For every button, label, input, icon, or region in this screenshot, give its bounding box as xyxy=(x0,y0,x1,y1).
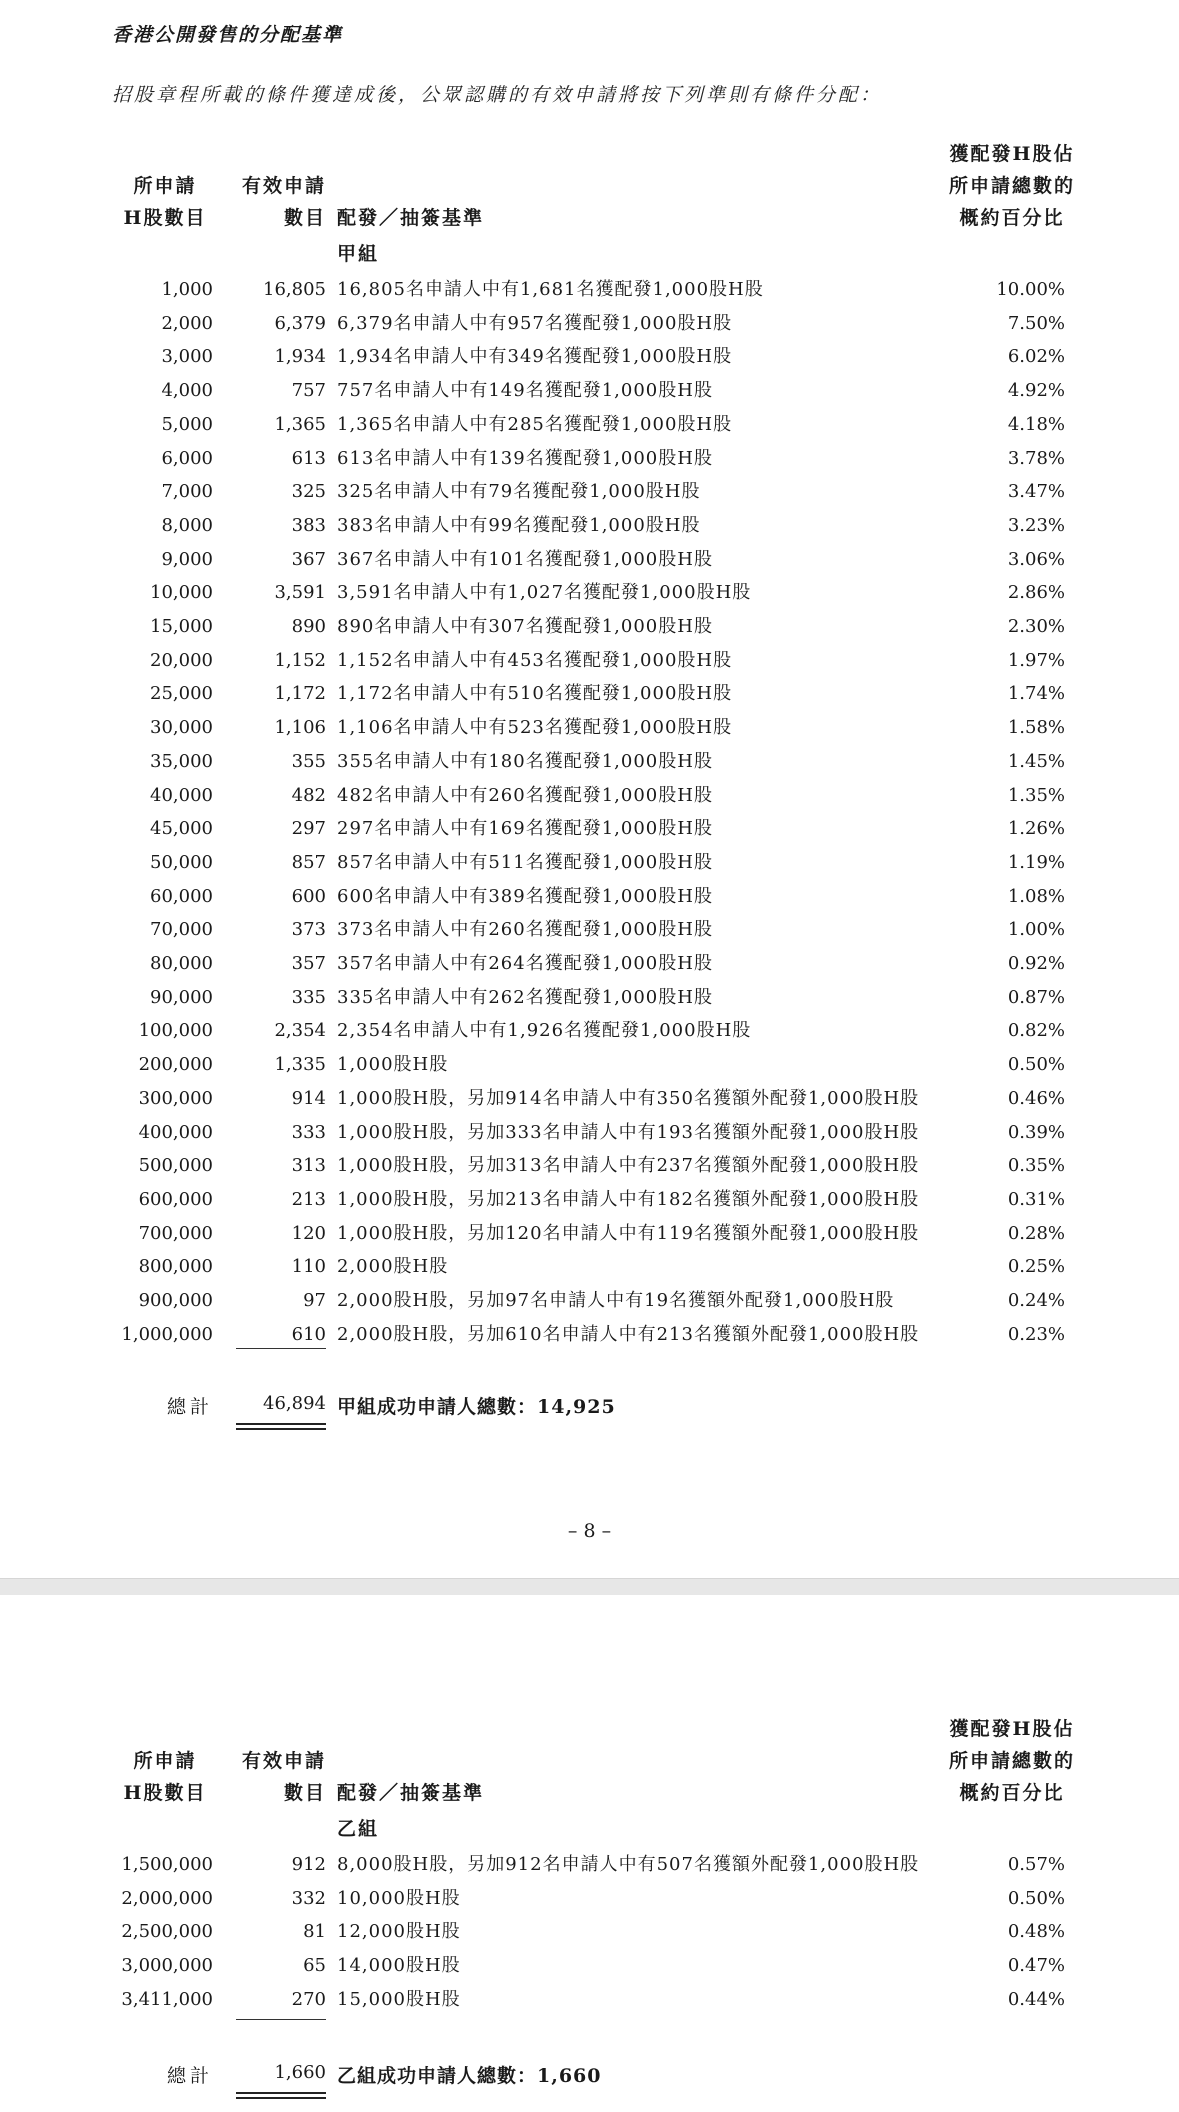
basis-cell: 3,591名申請人中有1,027名獲配發1,000股H股 xyxy=(337,582,752,604)
header-applications-line2: 數目 xyxy=(283,1782,326,1804)
header-shares-line2: H股數目 xyxy=(123,207,207,229)
basis-cell: 1,000股H股，另加333名申請人中有193名獲額外配發1,000股H股 xyxy=(337,1121,920,1143)
applications-cell: 1,152 xyxy=(274,649,326,671)
table-row xyxy=(0,543,1179,577)
basis-cell: 2,000股H股 xyxy=(337,1256,449,1278)
table-row xyxy=(0,576,1179,610)
applications-cell: 270 xyxy=(291,1988,326,2010)
percent-cell: 0.44% xyxy=(1007,1988,1065,2010)
shares-cell: 9,000 xyxy=(161,548,213,570)
table-row xyxy=(0,1318,1179,1352)
percent-cell: 0.50% xyxy=(1007,1054,1065,1076)
shares-cell: 25,000 xyxy=(150,683,213,705)
applications-cell: 757 xyxy=(291,380,326,402)
table-row xyxy=(0,779,1179,813)
shares-cell: 900,000 xyxy=(138,1290,213,1311)
applications-cell: 333 xyxy=(291,1121,326,1143)
subtotal-rule xyxy=(236,1348,326,1349)
applications-cell: 213 xyxy=(291,1188,326,1210)
applications-cell: 912 xyxy=(291,1854,326,1875)
shares-cell: 100,000 xyxy=(138,1020,213,1042)
basis-cell: 613名申請人中有139名獲配發1,000股H股 xyxy=(337,447,713,469)
applications-cell: 2,354 xyxy=(274,1020,326,1042)
basis-cell: 8,000股H股，另加912名申請人中有507名獲額外配發1,000股H股 xyxy=(337,1854,920,1875)
basis-cell: 1,106名申請人中有523名獲配發1,000股H股 xyxy=(337,717,733,739)
header-percent-line2: 所申請總數的 xyxy=(948,1750,1075,1772)
page-number: – 8 – xyxy=(567,1520,612,1542)
shares-cell: 600,000 xyxy=(138,1188,213,1210)
shares-cell: 700,000 xyxy=(138,1222,213,1244)
table-row xyxy=(0,307,1179,341)
percent-cell: 1.26% xyxy=(1007,818,1065,840)
shares-cell: 35,000 xyxy=(150,750,213,772)
basis-cell: 383名申請人中有99名獲配發1,000股H股 xyxy=(337,514,701,536)
percent-cell: 10.00% xyxy=(996,279,1065,300)
applications-cell: 1,934 xyxy=(274,346,326,368)
percent-cell: 3.78% xyxy=(1007,447,1065,469)
table-row xyxy=(0,1284,1179,1318)
percent-cell: 1.97% xyxy=(1007,649,1065,671)
shares-cell: 20,000 xyxy=(150,649,213,671)
total-double-rule xyxy=(236,2092,326,2099)
percent-cell: 4.92% xyxy=(1007,380,1065,402)
percent-cell: 0.48% xyxy=(1007,1921,1065,1943)
applications-cell: 482 xyxy=(291,784,326,806)
shares-cell: 40,000 xyxy=(150,784,213,806)
basis-cell: 16,805名申請人中有1,681名獲配發1,000股H股 xyxy=(337,279,764,300)
applications-cell: 110 xyxy=(291,1256,326,1278)
shares-cell: 3,411,000 xyxy=(121,1988,213,2010)
shares-cell: 60,000 xyxy=(150,885,213,907)
percent-cell: 2.86% xyxy=(1007,582,1065,604)
percent-cell: 0.92% xyxy=(1007,953,1065,974)
applications-cell: 16,805 xyxy=(263,279,326,300)
total-double-rule xyxy=(236,1423,326,1430)
percent-cell: 0.46% xyxy=(1007,1087,1065,1109)
shares-cell: 3,000,000 xyxy=(121,1955,213,1977)
table-row xyxy=(0,509,1179,543)
applications-cell: 81 xyxy=(303,1921,326,1943)
header-percent-line3: 概約百分比 xyxy=(959,1782,1065,1804)
percent-cell: 0.31% xyxy=(1007,1188,1065,1210)
basis-cell: 367名申請人中有101名獲配發1,000股H股 xyxy=(337,548,713,570)
table-row xyxy=(0,1014,1179,1048)
shares-cell: 45,000 xyxy=(150,818,213,840)
table-row xyxy=(0,745,1179,779)
header-percent-line2: 所申請總數的 xyxy=(948,175,1075,197)
percent-cell: 0.47% xyxy=(1007,1955,1065,1977)
basis-cell: 2,354名申請人中有1,926名獲配發1,000股H股 xyxy=(337,1020,752,1042)
applications-cell: 357 xyxy=(291,953,326,974)
table-row xyxy=(0,374,1179,408)
table-row xyxy=(0,913,1179,947)
header-percent-line3: 概約百分比 xyxy=(959,207,1065,229)
percent-cell: 0.24% xyxy=(1007,1290,1065,1311)
percent-cell: 3.06% xyxy=(1007,548,1065,570)
header-applications-line2: 數目 xyxy=(283,207,326,229)
shares-cell: 1,000,000 xyxy=(121,1323,213,1345)
header-shares-line2: H股數目 xyxy=(123,1782,207,1804)
table-row xyxy=(0,1250,1179,1284)
table-row xyxy=(0,1048,1179,1082)
basis-cell: 14,000股H股 xyxy=(337,1955,461,1977)
basis-cell: 1,365名申請人中有285名獲配發1,000股H股 xyxy=(337,413,733,435)
table-row xyxy=(0,711,1179,745)
table-row xyxy=(0,880,1179,914)
shares-cell: 90,000 xyxy=(150,986,213,1008)
basis-cell: 600名申請人中有389名獲配發1,000股H股 xyxy=(337,885,713,907)
percent-cell: 7.50% xyxy=(1007,312,1065,334)
shares-cell: 3,000 xyxy=(161,346,213,368)
table-row xyxy=(0,475,1179,509)
table-row xyxy=(0,408,1179,442)
shares-cell: 300,000 xyxy=(138,1087,213,1109)
percent-cell: 6.02% xyxy=(1007,346,1065,368)
table-row xyxy=(0,340,1179,374)
header-basis: 配發／抽簽基準 xyxy=(337,207,485,229)
header-percent-line1: 獲配發H股佔 xyxy=(949,143,1075,165)
basis-cell: 297名申請人中有169名獲配發1,000股H股 xyxy=(337,818,713,840)
total-label: 總計 xyxy=(166,2065,213,2087)
table-row xyxy=(0,1149,1179,1183)
shares-cell: 15,000 xyxy=(150,616,213,637)
percent-cell: 3.23% xyxy=(1007,514,1065,536)
shares-cell: 10,000 xyxy=(150,582,213,604)
percent-cell: 0.57% xyxy=(1007,1854,1065,1875)
table-row xyxy=(0,442,1179,476)
basis-cell: 10,000股H股 xyxy=(337,1887,461,1909)
applications-cell: 914 xyxy=(291,1087,326,1109)
shares-cell: 400,000 xyxy=(138,1121,213,1143)
percent-cell: 1.45% xyxy=(1007,750,1065,772)
shares-cell: 6,000 xyxy=(161,447,213,469)
percent-cell: 2.30% xyxy=(1007,616,1065,637)
shares-cell: 80,000 xyxy=(150,953,213,974)
basis-cell: 482名申請人中有260名獲配發1,000股H股 xyxy=(337,784,713,806)
basis-cell: 2,000股H股，另加97名申請人中有19名獲額外配發1,000股H股 xyxy=(337,1290,895,1311)
table-row xyxy=(0,677,1179,711)
percent-cell: 0.87% xyxy=(1007,986,1065,1008)
shares-cell: 50,000 xyxy=(150,851,213,873)
intro-paragraph: 招股章程所載的條件獲達成後，公眾認購的有效申請將按下列準則有條件分配： xyxy=(112,84,883,106)
percent-cell: 1.08% xyxy=(1007,885,1065,907)
total-label: 總計 xyxy=(166,1396,213,1418)
table-row xyxy=(0,1983,1179,2017)
basis-cell: 335名申請人中有262名獲配發1,000股H股 xyxy=(337,986,713,1008)
percent-cell: 0.82% xyxy=(1007,1020,1065,1042)
percent-cell: 0.35% xyxy=(1007,1155,1065,1177)
applications-cell: 1,172 xyxy=(274,683,326,705)
group-label-a: 甲組 xyxy=(337,243,380,265)
table-row xyxy=(0,1082,1179,1116)
applications-cell: 373 xyxy=(291,919,326,941)
applications-cell: 335 xyxy=(291,986,326,1008)
table-row xyxy=(0,1949,1179,1983)
shares-cell: 800,000 xyxy=(138,1256,213,1278)
basis-cell: 2,000股H股，另加610名申請人中有213名獲額外配發1,000股H股 xyxy=(337,1323,920,1345)
percent-cell: 1.58% xyxy=(1007,717,1065,739)
applications-cell: 890 xyxy=(291,616,326,637)
table-row xyxy=(0,812,1179,846)
shares-cell: 4,000 xyxy=(161,380,213,402)
applications-cell: 3,591 xyxy=(274,582,326,604)
table-row xyxy=(0,644,1179,678)
shares-cell: 30,000 xyxy=(150,717,213,739)
table-row xyxy=(0,1217,1179,1251)
basis-cell: 1,000股H股，另加213名申請人中有182名獲額外配發1,000股H股 xyxy=(337,1188,920,1210)
basis-cell: 357名申請人中有264名獲配發1,000股H股 xyxy=(337,953,713,974)
applications-cell: 367 xyxy=(291,548,326,570)
table-row xyxy=(0,1848,1179,1882)
basis-cell: 325名申請人中有79名獲配發1,000股H股 xyxy=(337,481,701,503)
table-row xyxy=(0,610,1179,644)
table-row xyxy=(0,1882,1179,1916)
percent-cell: 1.19% xyxy=(1007,851,1065,873)
group-label-b: 乙組 xyxy=(337,1818,380,1840)
basis-cell: 1,934名申請人中有349名獲配發1,000股H股 xyxy=(337,346,733,368)
shares-cell: 5,000 xyxy=(161,413,213,435)
basis-cell: 373名申請人中有260名獲配發1,000股H股 xyxy=(337,919,713,941)
percent-cell: 4.18% xyxy=(1007,413,1065,435)
total-successful-applicants: 甲組成功申請人總數：14,925 xyxy=(337,1396,616,1418)
percent-cell: 0.25% xyxy=(1007,1256,1065,1278)
percent-cell: 1.00% xyxy=(1007,919,1065,941)
basis-cell: 1,000股H股 xyxy=(337,1054,449,1076)
table-row xyxy=(0,1183,1179,1217)
basis-cell: 1,000股H股，另加120名申請人中有119名獲額外配發1,000股H股 xyxy=(337,1222,920,1244)
table-row xyxy=(0,273,1179,307)
basis-cell: 1,172名申請人中有510名獲配發1,000股H股 xyxy=(337,683,733,705)
applications-cell: 65 xyxy=(303,1955,326,1977)
table-row xyxy=(0,846,1179,880)
applications-cell: 613 xyxy=(291,447,326,469)
applications-cell: 1,106 xyxy=(274,717,326,739)
basis-cell: 15,000股H股 xyxy=(337,1988,461,2010)
basis-cell: 1,000股H股，另加914名申請人中有350名獲額外配發1,000股H股 xyxy=(337,1087,920,1109)
header-percent-line1: 獲配發H股佔 xyxy=(949,1718,1075,1740)
shares-cell: 2,500,000 xyxy=(121,1921,213,1943)
basis-cell: 890名申請人中有307名獲配發1,000股H股 xyxy=(337,616,713,637)
shares-cell: 1,500,000 xyxy=(121,1854,213,1875)
basis-cell: 355名申請人中有180名獲配發1,000股H股 xyxy=(337,750,713,772)
applications-cell: 355 xyxy=(291,750,326,772)
applications-cell: 600 xyxy=(291,885,326,907)
applications-cell: 857 xyxy=(291,851,326,873)
percent-cell: 0.50% xyxy=(1007,1887,1065,1909)
shares-cell: 7,000 xyxy=(161,481,213,503)
applications-cell: 313 xyxy=(291,1155,326,1177)
header-applications-line1: 有效申請 xyxy=(241,1750,326,1772)
document-page-9 xyxy=(0,1595,1179,2112)
applications-cell: 120 xyxy=(291,1222,326,1244)
header-basis: 配發／抽簽基準 xyxy=(337,1782,485,1804)
percent-cell: 1.35% xyxy=(1007,784,1065,806)
percent-cell: 0.39% xyxy=(1007,1121,1065,1143)
applications-cell: 610 xyxy=(291,1323,326,1345)
table-row xyxy=(0,947,1179,981)
shares-cell: 200,000 xyxy=(138,1054,213,1076)
basis-cell: 6,379名申請人中有957名獲配發1,000股H股 xyxy=(337,312,733,334)
percent-cell: 0.23% xyxy=(1007,1323,1065,1345)
applications-cell: 1,335 xyxy=(274,1054,326,1076)
shares-cell: 2,000,000 xyxy=(121,1887,213,1909)
total-successful-applicants: 乙組成功申請人總數：1,660 xyxy=(337,2065,602,2087)
header-applications-line1: 有效申請 xyxy=(241,175,326,197)
table-row xyxy=(0,1915,1179,1949)
applications-cell: 1,365 xyxy=(274,413,326,435)
applications-cell: 383 xyxy=(291,514,326,536)
shares-cell: 2,000 xyxy=(161,312,213,334)
percent-cell: 1.74% xyxy=(1007,683,1065,705)
table-row xyxy=(0,981,1179,1015)
basis-cell: 857名申請人中有511名獲配發1,000股H股 xyxy=(337,851,713,873)
basis-cell: 1,000股H股，另加313名申請人中有237名獲額外配發1,000股H股 xyxy=(337,1155,920,1177)
total-applications: 46,894 xyxy=(263,1393,326,1414)
shares-cell: 500,000 xyxy=(138,1155,213,1177)
header-shares-line1: 所申請 xyxy=(133,175,197,197)
shares-cell: 70,000 xyxy=(150,919,213,941)
shares-cell: 8,000 xyxy=(161,514,213,536)
applications-cell: 6,379 xyxy=(274,312,326,334)
applications-cell: 97 xyxy=(303,1290,326,1311)
applications-cell: 332 xyxy=(291,1887,326,1909)
percent-cell: 3.47% xyxy=(1007,481,1065,503)
subtotal-rule xyxy=(236,2019,326,2020)
header-shares-line1: 所申請 xyxy=(133,1750,197,1772)
page-separator xyxy=(0,1578,1179,1596)
section-title: 香港公開發售的分配基準 xyxy=(112,24,344,46)
basis-cell: 12,000股H股 xyxy=(337,1921,461,1943)
basis-cell: 1,152名申請人中有453名獲配發1,000股H股 xyxy=(337,649,733,671)
total-applications: 1,660 xyxy=(274,2062,326,2083)
applications-cell: 325 xyxy=(291,481,326,503)
shares-cell: 1,000 xyxy=(161,279,213,300)
basis-cell: 757名申請人中有149名獲配發1,000股H股 xyxy=(337,380,713,402)
percent-cell: 0.28% xyxy=(1007,1222,1065,1244)
table-row xyxy=(0,1116,1179,1150)
applications-cell: 297 xyxy=(291,818,326,840)
